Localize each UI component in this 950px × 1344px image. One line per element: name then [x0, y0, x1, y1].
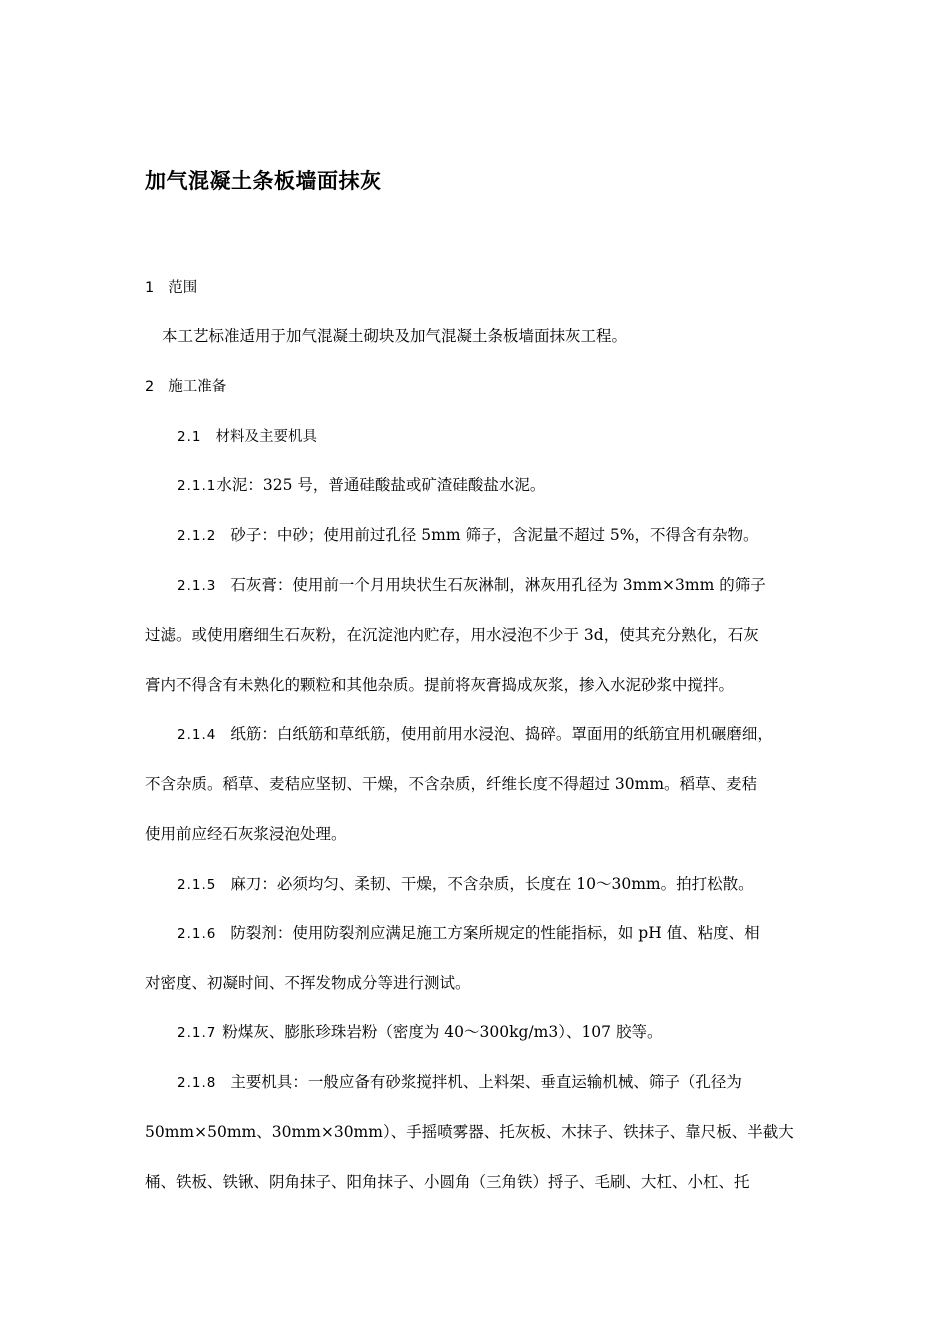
section-2-1-3-line-1 — [177, 575, 766, 596]
section-2-1-3-line-2: 过滤。或使用磨细生石灰粉，在沉淀池内贮存，用水浸泡不少于 3d，使其充分熟化，石灰 — [145, 626, 759, 644]
section-title: 范围 — [168, 280, 198, 296]
section-number: 2.1.7 — [177, 1025, 217, 1041]
section-2-1-8-line-2: 50mm×50mm、30mm×30mm）、手摇喷雾器、托灰板、木抹子、铁抹子、靠尺板、半截大 — [145, 1123, 794, 1141]
section-2-1-3-line-3: 膏内不得含有未熟化的颗粒和其他杂质。提前将灰膏捣成灰浆，掺入水泥砂浆中搅拌。 — [145, 676, 735, 694]
section-number: 1 — [145, 280, 155, 296]
section-2-1-4-line-3: 使用前应经石灰浆浸泡处理。 — [145, 825, 347, 843]
section-title: 材料及主要机具 — [215, 429, 317, 445]
section-1-text: 本工艺标准适用于加气混凝土砌块及加气混凝土条板墙面抹灰工程。 — [162, 327, 628, 345]
section-2-1-8-line-3: 桶、铁板、铁锹、阴角抹子、阳角抹子、小圆角（三角铁）捋子、毛刷、大杠、小杠、托 — [145, 1173, 750, 1191]
section-2-1-2 — [177, 525, 759, 546]
section-1-heading — [145, 277, 197, 298]
paragraph-text: 麻刀：必须均匀、柔韧、干燥，不含杂质，长度在 10～30mm。拍打松散。 — [230, 875, 754, 893]
paragraph-text: 主要机具：一般应备有砂浆搅拌机、上料架、垂直运输机械、筛子（孔径为 — [230, 1073, 742, 1091]
paragraph-text: 石灰膏：使用前一个月用块状生石灰淋制，淋灰用孔径为 3mm×3mm 的筛子 — [230, 576, 766, 594]
section-number: 2.1.6 — [177, 926, 217, 942]
section-number: 2.1.2 — [177, 528, 217, 544]
paragraph-text: 防裂剂：使用防裂剂应满足施工方案所规定的性能指标，如 pH 值、粘度、相 — [230, 924, 760, 942]
paragraph-text: 砂子：中砂；使用前过孔径 5mm 筛子，含泥量不超过 5%，不得含有杂物。 — [230, 526, 759, 544]
section-2-1-8-line-1 — [177, 1072, 742, 1093]
section-number: 2.1.1 — [177, 478, 217, 494]
section-2-1-6-line-2: 对密度、初凝时间、不挥发物成分等进行测试。 — [145, 974, 471, 992]
section-2-1-1 — [177, 475, 545, 496]
section-title: 施工准备 — [168, 379, 227, 395]
section-number: 2 — [145, 379, 155, 395]
section-2-1-6-line-1 — [177, 923, 760, 944]
section-number: 2.1.5 — [177, 877, 217, 893]
section-2-1-5 — [177, 874, 754, 895]
document-title: 加气混凝土条板墙面抹灰 — [145, 169, 382, 193]
section-2-1-7 — [177, 1022, 662, 1043]
paragraph-text: 水泥：325 号，普通硅酸盐或矿渣硅酸盐水泥。 — [216, 476, 546, 494]
paragraph-text: 纸筋：白纸筋和草纸筋，使用前用水浸泡、捣碎。罩面用的纸筋宜用机碾磨细， — [230, 725, 773, 743]
section-number: 2.1.4 — [177, 727, 217, 743]
section-2-1-heading — [177, 426, 317, 447]
section-2-1-4-line-2: 不含杂质。稻草、麦秸应坚韧、干燥，不含杂质，纤维长度不得超过 30mm。稻草、麦秸 — [145, 775, 758, 793]
section-number: 2.1.8 — [177, 1075, 217, 1091]
section-number: 2.1.3 — [177, 578, 217, 594]
section-number: 2.1 — [177, 429, 202, 445]
section-2-heading — [145, 376, 226, 397]
paragraph-text: 粉煤灰、膨胀珍珠岩粉（密度为 40～300kg/m3）、107 胶等。 — [222, 1023, 663, 1041]
section-2-1-4-line-1 — [177, 724, 773, 745]
